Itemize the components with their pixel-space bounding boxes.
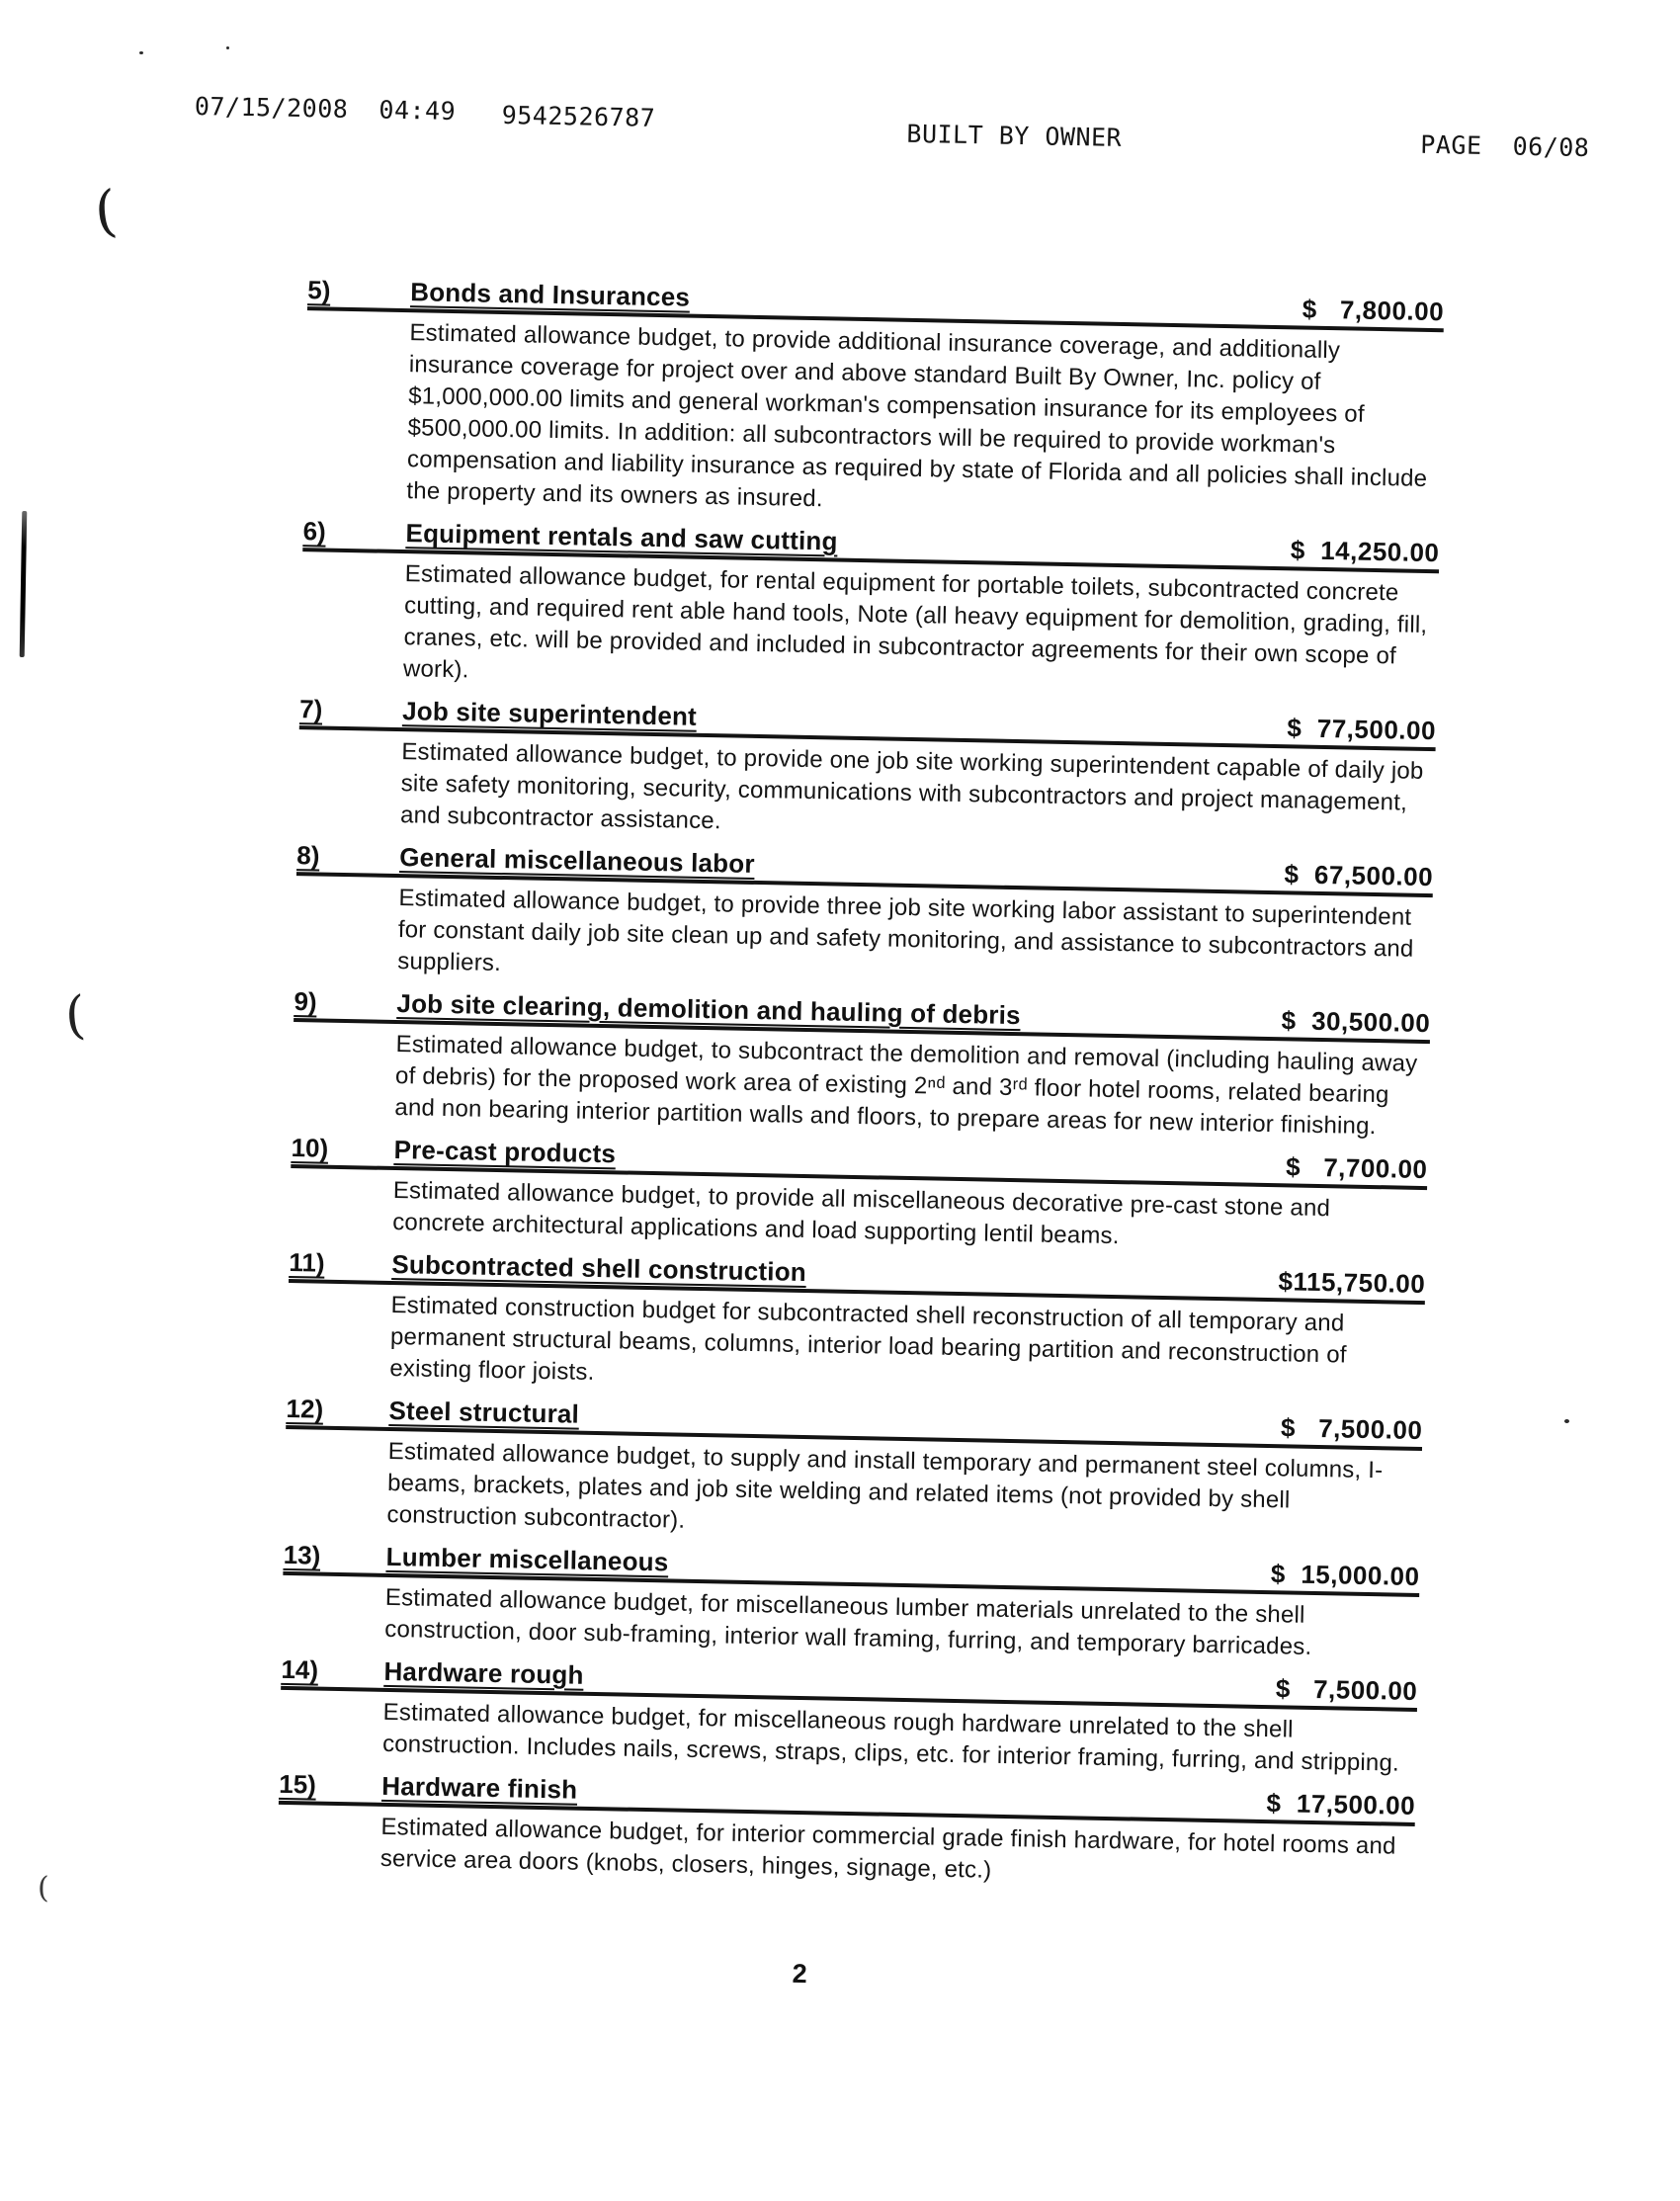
scan-mark-paren-middle: ( (62, 985, 88, 1047)
item-rule-spacer (755, 873, 1285, 883)
item-rule-spacer (577, 1799, 1266, 1812)
item-number: 12) (286, 1393, 324, 1424)
item-amount: $ 77,500.00 (1287, 713, 1437, 746)
item-description: Estimated allowance budget, to provide one job site working superintendent capable of daily job site safety monitoring, security, communications with subcontractors and project management, and subcontractor assistance. (399, 738, 1424, 835)
fax-transmission-header (2, 0, 1680, 163)
item-description: Estimated allowance budget, for miscellaneous rough hardware unrelated to the shell construction. Includes nails, screws, straps, clips, etc. for interior framing, furring, and stripping. (381, 1698, 1400, 1777)
item-number: 10) (291, 1133, 329, 1163)
item-number: 8) (296, 840, 320, 871)
budget-item (300, 516, 1440, 705)
item-amount: $ 15,000.00 (1270, 1559, 1420, 1592)
item-rule-spacer (690, 306, 1302, 318)
fax-document-title: BUILT BY OWNER (906, 119, 1123, 152)
item-title: Pre-cast products (393, 1135, 617, 1169)
item-amount: $ 7,700.00 (1285, 1151, 1428, 1185)
item-description: Estimated allowance budget, to provide three job site working labor assistant to superintendent for constant daily job site clean up and safety monitoring, and assistance to subcontractors and suppliers. (397, 885, 1414, 977)
item-amount: $ 17,500.00 (1266, 1788, 1416, 1820)
fax-page-label: PAGE 06/08 (1420, 129, 1590, 163)
item-amount: $ 67,500.00 (1284, 859, 1434, 892)
item-amount: $ 7,500.00 (1280, 1412, 1423, 1446)
item-amount: $ 14,250.00 (1290, 535, 1440, 568)
item-rule-spacer (668, 1570, 1271, 1582)
budget-item (303, 275, 1444, 527)
scan-mark-paren-bottom: ( (38, 1871, 49, 1905)
item-description: Estimated allowance budget, to subcontract the demolition and removal (including hauling away of debris) for the proposed work area of existing 2ⁿᵈ and 3ʳᵈ floor hotel rooms, related bearing and non bearing interior partition walls and floors, to prepare areas for new interior finishing. (394, 1031, 1418, 1141)
item-description: Estimated allowance budget, to supply and install temporary and permanent steel columns, I-beams, brackets, plates and job site welding and related items (not provided by shell construction subcontractor). (386, 1437, 1384, 1534)
budget-item (284, 1394, 1422, 1551)
scan-mark-paren-top: ( (91, 179, 121, 245)
item-amount: $ 7,500.00 (1275, 1673, 1418, 1706)
item-amount: $ 30,500.00 (1281, 1005, 1431, 1039)
item-amount: $ 7,800.00 (1302, 294, 1445, 327)
item-rule-spacer (837, 550, 1290, 559)
item-title: Bonds and Insurances (410, 277, 691, 312)
budget-item (280, 1654, 1418, 1780)
item-rule-spacer (697, 725, 1287, 736)
item-rule-spacer (616, 1162, 1286, 1175)
item-number: 5) (307, 275, 331, 305)
item-number: 13) (283, 1539, 321, 1570)
item-title: Steel structural (388, 1395, 580, 1429)
item-title: Hardware rough (383, 1655, 584, 1690)
item-description: Estimated allowance budget, for rental equipment for portable toilets, subcontracted concrete cutting, and required rent able hand tools, Note (all heavy equipment for demolition, grading, fill, cranes, etc. will be provided and included in subcontractor agreements for their own scope of work). (402, 560, 1428, 684)
item-number: 15) (278, 1768, 317, 1800)
item-title: Hardware finish (380, 1770, 578, 1805)
fax-datetime: 07/15/2008 04:49 (194, 91, 457, 127)
item-description: Estimated allowance budget, to provide additional insurance coverage, and additionally insurance coverage for project over and above standard Built By Owner, Inc. policy of $1,000,000.00 limits and general workman's compensation insurance for its employees of $500,000.00 limits. In addition: all subcontractors will be required to provide workman's compensation and liability insurance as required by state of Florida and all policies shall include the property and its owners as insured. (406, 319, 1428, 513)
budget-item (297, 694, 1436, 851)
item-amount: $115,750.00 (1278, 1266, 1426, 1300)
item-number: 14) (281, 1653, 319, 1685)
item-number: 9) (294, 986, 317, 1017)
item-description: Estimated construction budget for subcontracted shell reconstruction of all temporary and permanent structural beams, columns, interior load bearing partition and reconstruction of existing floor joists. (389, 1291, 1347, 1386)
item-description: Estimated allowance budget, for interior commercial grade finish hardware, for hotel rooms and service area doors (knobs, closers, hinges, signage, etc.) (379, 1813, 1396, 1884)
budget-item (278, 1769, 1416, 1895)
budget-item (287, 1247, 1425, 1404)
item-description: Estimated allowance budget, to provide all miscellaneous decorative pre-cast stone and concrete architectural applications and load supporting lentil beams. (391, 1177, 1331, 1250)
budget-item (282, 1540, 1420, 1665)
budget-item (294, 840, 1433, 997)
item-description: Estimated allowance budget, for miscellaneous lumber materials unrelated to the shell construction, door sub-framing, interior wall framing, furring, and temporary barricades. (384, 1583, 1312, 1660)
budget-items (277, 275, 1444, 1905)
item-number: 11) (289, 1246, 325, 1278)
item-rule-spacer (583, 1684, 1275, 1697)
item-title: Job site clearing, demolition and hauling of debris (396, 988, 1022, 1031)
item-number: 6) (302, 516, 327, 547)
item-title: Lumber miscellaneous (385, 1541, 669, 1577)
page-number: 2 (792, 1958, 808, 1989)
item-title: Equipment rentals and saw cutting (405, 518, 838, 556)
item-title: Subcontracted shell construction (391, 1248, 807, 1288)
budget-item (292, 986, 1430, 1143)
fax-sender-number: 9542526787 (501, 100, 656, 132)
budget-item (290, 1133, 1428, 1258)
item-rule-spacer (1021, 1024, 1282, 1029)
item-title: General miscellaneous labor (399, 842, 755, 879)
item-title: Job site superintendent (401, 696, 698, 731)
item-number: 7) (298, 694, 323, 724)
item-rule-spacer (579, 1423, 1281, 1437)
item-rule-spacer (806, 1281, 1279, 1290)
